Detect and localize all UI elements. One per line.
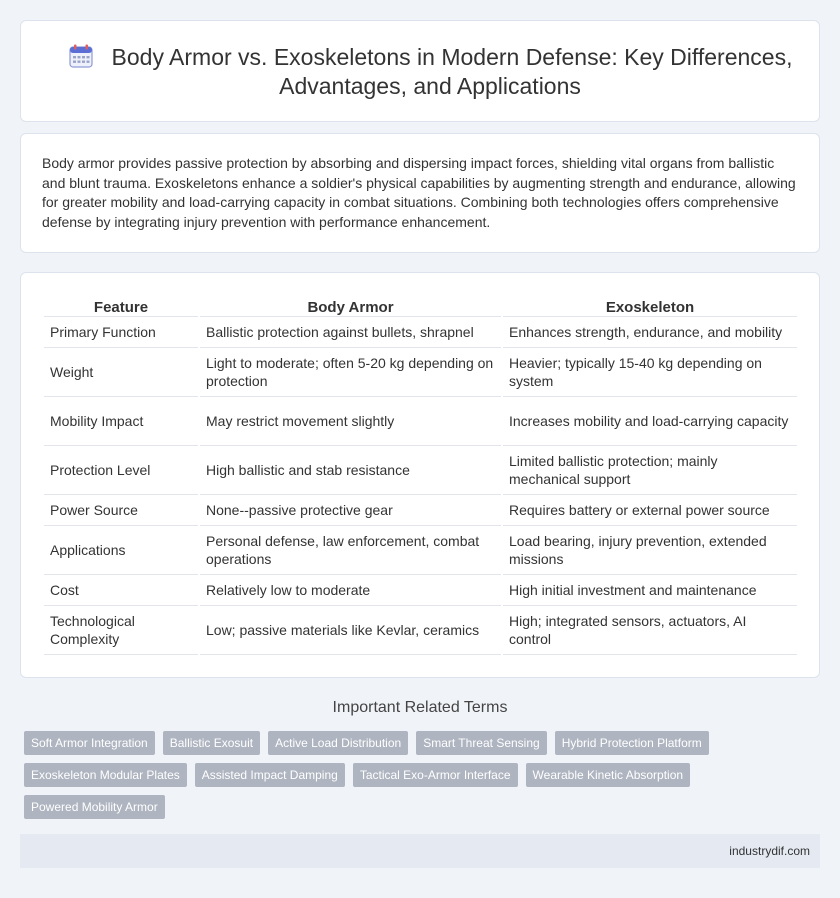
related-term-tag[interactable]: Assisted Impact Damping	[195, 763, 345, 787]
cell-body-armor: May restrict movement slightly	[200, 397, 501, 446]
intro-paragraph: Body armor provides passive protection by absorbing and dispersing impact forces, shielding vital organs from ballistic and blunt trauma. Exoskeletons enhance a soldier's physical capabilities by augmenting strength and endurance, allowing for greater mobility and load-carrying capacity in combat situations. Combining both technologies offers comprehensive defense by integrating injury prevention with performance enhancement.	[42, 155, 796, 230]
intro-card	[20, 133, 820, 253]
related-term-tag[interactable]: Soft Armor Integration	[24, 731, 155, 755]
related-term-tag[interactable]: Ballistic Exosuit	[163, 731, 260, 755]
table-row	[44, 526, 797, 575]
cell-feature: Power Source	[44, 495, 198, 526]
table-row	[44, 606, 797, 655]
related-term-tag[interactable]: Exoskeleton Modular Plates	[24, 763, 187, 787]
calendar-icon	[68, 43, 94, 69]
cell-exoskeleton: Requires battery or external power source	[503, 495, 797, 526]
related-terms-title: Important Related Terms	[332, 699, 508, 716]
cell-exoskeleton: Heavier; typically 15-40 kg depending on system	[503, 348, 797, 397]
related-terms-list	[24, 731, 724, 819]
related-term-tag[interactable]: Tactical Exo-Armor Interface	[353, 763, 518, 787]
cell-exoskeleton: Load bearing, injury prevention, extended missions	[503, 526, 797, 575]
header-feature: Feature	[44, 295, 198, 317]
cell-exoskeleton: Enhances strength, endurance, and mobility	[503, 317, 797, 348]
related-term-tag[interactable]: Powered Mobility Armor	[24, 795, 165, 819]
table-row	[44, 446, 797, 495]
cell-feature: Applications	[44, 526, 198, 575]
cell-feature: Primary Function	[44, 317, 198, 348]
cell-exoskeleton: Limited ballistic protection; mainly mechanical support	[503, 446, 797, 495]
related-term-tag[interactable]: Smart Threat Sensing	[416, 731, 547, 755]
header-card	[20, 20, 820, 122]
cell-exoskeleton: High initial investment and maintenance	[503, 575, 797, 606]
footer	[20, 834, 820, 868]
cell-body-armor: Light to moderate; often 5-20 kg depending on protection	[200, 348, 501, 397]
cell-feature: Mobility Impact	[44, 397, 198, 446]
cell-exoskeleton: High; integrated sensors, actuators, AI control	[503, 606, 797, 655]
related-term-tag[interactable]: Active Load Distribution	[268, 731, 408, 755]
comparison-card	[20, 272, 820, 678]
cell-feature: Technological Complexity	[44, 606, 198, 655]
cell-feature: Protection Level	[44, 446, 198, 495]
table-row	[44, 348, 797, 397]
page-title-row	[61, 43, 799, 101]
table-header-row	[44, 295, 797, 317]
table-row	[44, 397, 797, 446]
page-title: Body Armor vs. Exoskeletons in Modern Defense: Key Differences, Advantages, and Applications	[111, 44, 793, 99]
table-row	[44, 575, 797, 606]
related-term-tag[interactable]: Wearable Kinetic Absorption	[526, 763, 691, 787]
footer-site-link[interactable]: industrydif.com	[729, 844, 810, 858]
table-row	[44, 495, 797, 526]
header-exoskeleton: Exoskeleton	[503, 295, 797, 317]
cell-body-armor: Relatively low to moderate	[200, 575, 501, 606]
cell-body-armor: Personal defense, law enforcement, combat operations	[200, 526, 501, 575]
table-row	[44, 317, 797, 348]
related-term-tag[interactable]: Hybrid Protection Platform	[555, 731, 709, 755]
header-body-armor: Body Armor	[200, 295, 501, 317]
cell-body-armor: Low; passive materials like Kevlar, ceramics	[200, 606, 501, 655]
cell-exoskeleton: Increases mobility and load-carrying capacity	[503, 397, 797, 446]
cell-feature: Cost	[44, 575, 198, 606]
cell-body-armor: High ballistic and stab resistance	[200, 446, 501, 495]
cell-body-armor: None--passive protective gear	[200, 495, 501, 526]
comparison-table	[42, 295, 799, 655]
cell-body-armor: Ballistic protection against bullets, shrapnel	[200, 317, 501, 348]
cell-feature: Weight	[44, 348, 198, 397]
